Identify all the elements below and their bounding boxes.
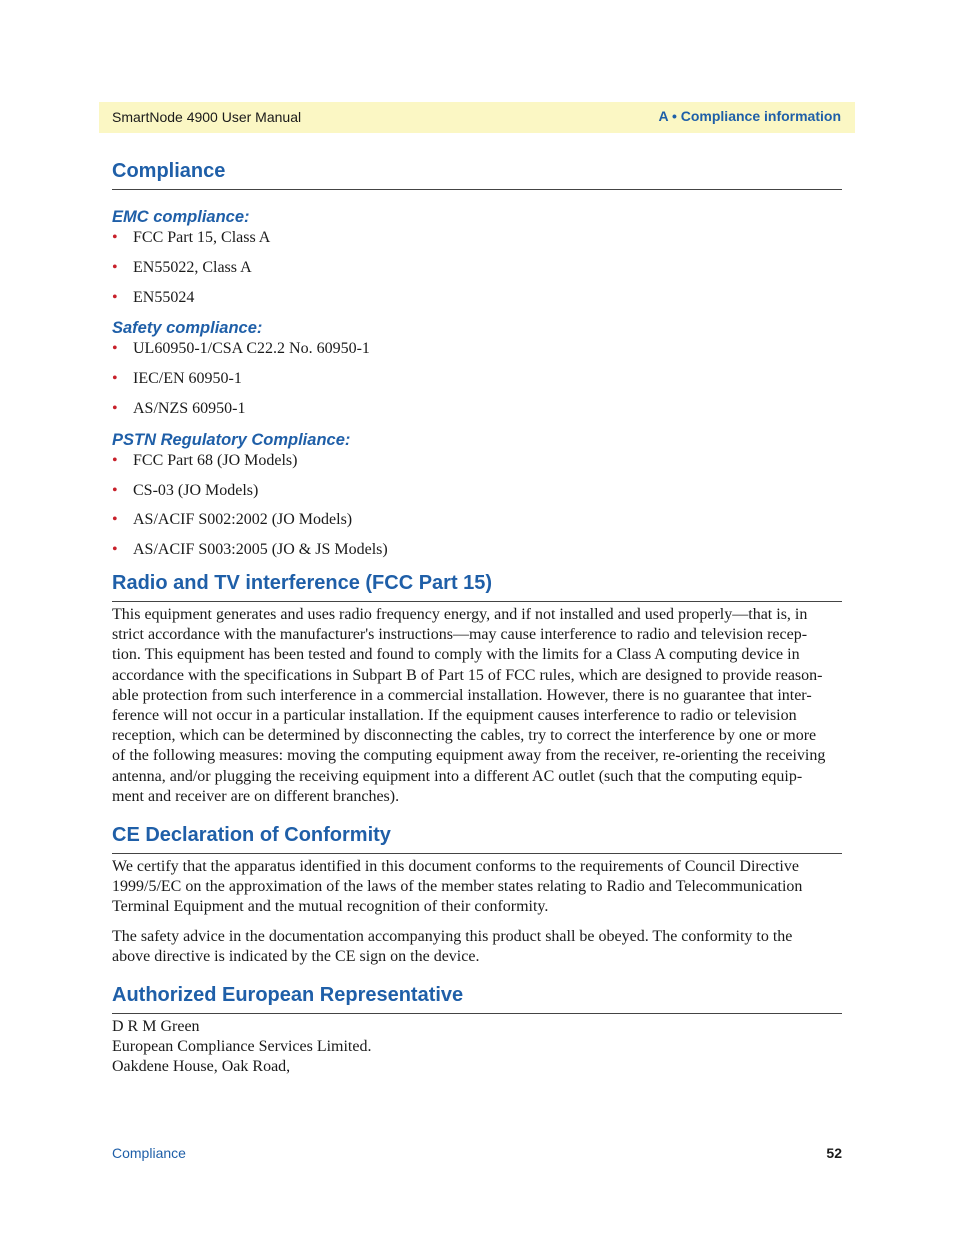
list-item: • CS-03 (JO Models) — [112, 481, 259, 499]
chapter-title: A • Compliance information — [658, 108, 841, 124]
list-item: • AS/NZS 60950-1 — [112, 399, 246, 417]
list-item: • EN55022, Class A — [112, 258, 252, 276]
heading-compliance: Compliance — [112, 158, 842, 190]
bullet-icon: • — [112, 229, 118, 246]
bullet-icon: • — [112, 258, 118, 276]
list-item: • EN55024 — [112, 288, 195, 306]
subheading-pstn: PSTN Regulatory Compliance: — [112, 430, 351, 449]
bullet-icon: • — [112, 481, 118, 499]
list-item: • AS/ACIF S003:2005 (JO & JS Models) — [112, 541, 388, 559]
subheading-safety: Safety compliance: — [112, 319, 263, 338]
list-item: • IEC/EN 60950-1 — [112, 370, 242, 388]
radio-paragraph: This equipment generates and uses radio frequency energy, and if not installed and used properly—that is, in strict accordance with the manufacturer's instructions—may cause interference to radio and television recep- tion. This equipment has been tested and found to comply with the limits for a Class A computing device in accordance with the specifications in Subpart B of Part 15 of FCC rules, which are designed to provide reason- able protection from such interference in a commercial installation. However, there is no guarantee that inter- ference will not occur in a particular installation. If the equipment causes interference to radio or television reception, which can be determined by disconnecting the cables, try to correct the interference by one or more of the following measures: moving the computing equipment away from the receiver, re-orienting the receiving antenna, and/or plugging the receiving equipment into a different AC outlet (such that the computing equip- ment and receiver are on different branches). — [112, 605, 826, 805]
footer-section-name: Compliance — [112, 1145, 186, 1161]
bullet-icon: • — [112, 399, 118, 417]
page-number: 52 — [826, 1145, 842, 1161]
list-item: • AS/ACIF S002:2002 (JO Models) — [112, 511, 353, 529]
pstn-list — [112, 451, 842, 560]
bullet-icon: • — [112, 340, 118, 358]
list-item: • UL60950-1/CSA C22.2 No. 60950-1 — [112, 340, 370, 358]
heading-radio-tv: Radio and TV interference (FCC Part 15) — [112, 570, 842, 602]
heading-ce-declaration: CE Declaration of Conformity — [112, 822, 842, 854]
safety-list — [112, 339, 842, 419]
ce-paragraph-1: We certify that the apparatus identified in this document conforms to the requirements of Council Directive 1999/5/EC on the approximation of the laws of the member states relating to Radio and Telecommunication Terminal Equipment and the mutual recognition of their conformity. — [112, 858, 803, 916]
heading-authorized-representative: Authorized European Representative — [112, 982, 842, 1014]
bullet-icon: • — [112, 541, 118, 559]
manual-title: SmartNode 4900 User Manual — [112, 109, 302, 125]
bullet-icon: • — [112, 511, 118, 529]
representative-address: D R M Green European Compliance Services Limited. Oakdene House, Oak Road, — [112, 1018, 372, 1076]
subheading-emc: EMC compliance: — [112, 208, 250, 226]
ce-paragraph-2: The safety advice in the documentation accompanying this product shall be obeyed. The conformity to the above directive is indicated by the CE sign on the device. — [112, 927, 793, 965]
emc-list — [112, 228, 842, 308]
page-content — [112, 158, 842, 1078]
bullet-icon: • — [112, 451, 118, 469]
bullet-icon: • — [112, 288, 118, 306]
list-item: • FCC Part 68 (JO Models) — [112, 451, 298, 469]
list-item: • FCC Part 15, Class A — [112, 229, 271, 246]
bullet-icon: • — [112, 370, 118, 388]
running-header — [99, 102, 855, 133]
